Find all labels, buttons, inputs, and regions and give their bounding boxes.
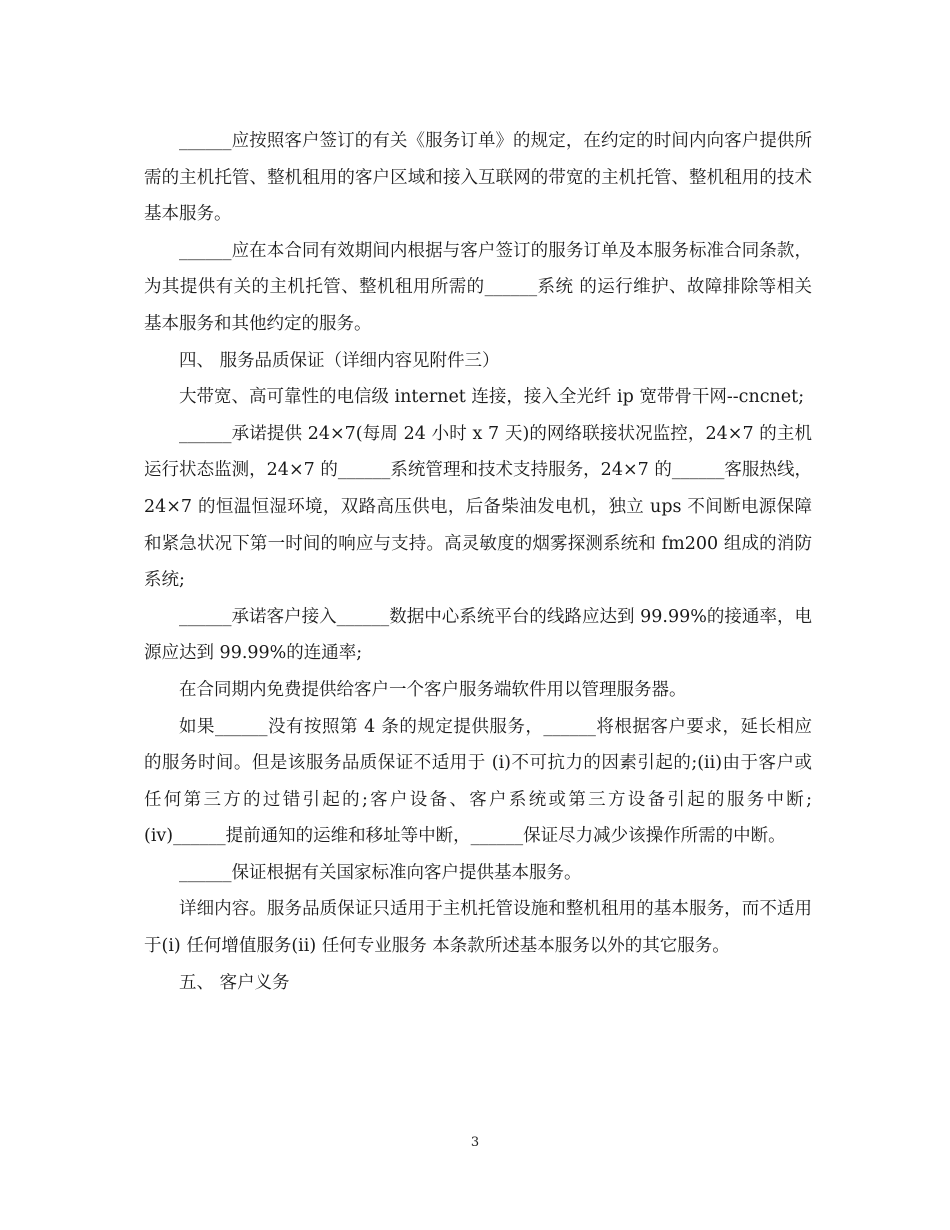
paragraph-standards: ______保证根据有关国家标准向客户提供基本服务。 <box>179 862 582 883</box>
section-heading-customer-obligations: 五、 客户义务 <box>179 972 290 993</box>
document-body <box>144 123 812 1001</box>
paragraph-monitoring: ______承诺提供 24×7(每周 24 小时 x 7 天)的网络联接状况监控，24×7 的主机运行状态监测，24×7 的______系统管理和技术支持服务，24×7 的______客服热线，24×7 的恒温恒湿环境，双路高压供电，后备柴油发电机，独立 ups 不间断电源保障和紧急状况下第一时间的响应与支持。高灵敏度的烟雾探测系统和 fm200 组成的消防系统; <box>144 423 812 591</box>
paragraph-contract-period: ______应在本合同有效期间内根据与客户签订的服务订单及本服务标准合同条款，为其提供有关的主机托管、整机租用所需的______系统 的运行维护、故障排除等相关基本服务和其他约定的服务。 <box>144 240 812 334</box>
section-heading-quality: 四、 服务品质保证（详细内容见附件三） <box>179 350 500 371</box>
page-number: 3 <box>470 1135 480 1150</box>
paragraph-bandwidth: 大带宽、高可靠性的电信级 internet 连接，接入全光纤 ip 宽带骨干网--cncnet; <box>179 387 805 408</box>
paragraph-service-order: ______应按照客户签订的有关《服务订单》的规定，在约定的时间内向客户提供所需的主机托管、整机租用的客户区域和接入互联网的带宽的主机托管、整机租用的技术基本服务。 <box>144 131 812 225</box>
paragraph-availability: ______承诺客户接入______数据中心系统平台的线路应达到 99.99%的接通率，电源应达到 99.99%的连通率; <box>144 606 812 664</box>
paragraph-software: 在合同期内免费提供给客户一个客户服务端软件用以管理服务器。 <box>179 679 687 700</box>
paragraph-exceptions: 如果______没有按照第 4 条的规定提供服务，______将根据客户要求，延长相应的服务时间。但是该服务品质保证不适用于 (i)不可抗力的因素引起的;(ii)由于客户或任何第三方的过错引起的;客户设备、客户系统或第三方设备引起的服务中断; (iv)______提前通知的运维和移址等中断，______保证尽力减少该操作所需的中断。 <box>144 716 812 847</box>
paragraph-details: 详细内容。服务品质保证只适用于主机托管设施和整机租用的基本服务，而不适用于(i) 任何增值服务(ii) 任何专业服务 本条款所述基本服务以外的其它服务。 <box>144 899 812 957</box>
